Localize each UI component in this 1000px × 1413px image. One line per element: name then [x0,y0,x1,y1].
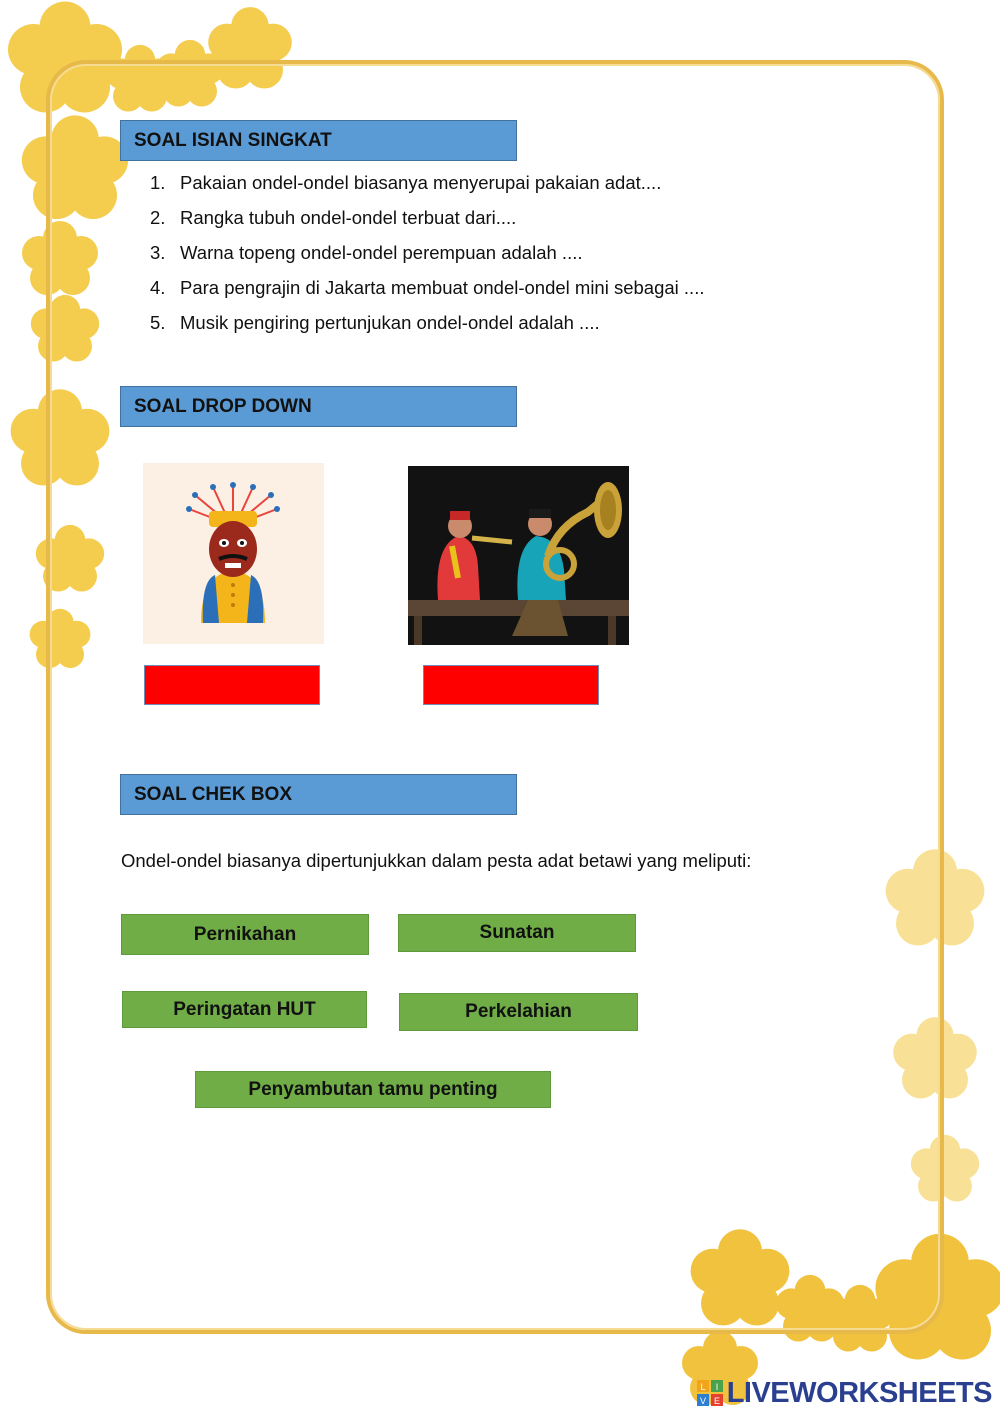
list-item: 2. Rangka tubuh ondel-ondel terbuat dari.... [150,207,517,228]
svg-text:L: L [700,1382,706,1392]
section-title: SOAL ISIAN SINGKAT [134,129,332,151]
musicians-photo [408,466,629,645]
list-item: 3. Warna topeng ondel-ondel perempuan adalah .... [150,242,583,263]
liveworksheets-logo [697,1374,992,1412]
question-list [150,172,704,347]
section-title: SOAL DROP DOWN [134,395,312,417]
dropdown-answer-2[interactable] [423,665,599,705]
svg-text:E: E [713,1396,720,1406]
dropdown-answer-1[interactable] [144,665,320,705]
ondel-ondel-image [143,463,324,644]
section-header-drop-down [120,386,517,427]
section-header-check-box [120,774,517,815]
section-title: SOAL CHEK BOX [134,783,293,805]
list-item: 4. Para pengrajin di Jakarta membuat ondel-ondel mini sebagai .... [150,277,705,298]
svg-text:I: I [715,1382,718,1392]
checkbox-prompt: Ondel-ondel biasanya dipertunjukkan dalam pesta adat betawi yang meliputi: [121,850,752,871]
option-perkelahian[interactable]: Perkelahian [399,993,638,1031]
option-pernikahan[interactable]: Pernikahan [121,914,369,955]
option-penyambutan-tamu-penting[interactable]: Penyambutan tamu penting [195,1071,551,1108]
option-sunatan[interactable]: Sunatan [398,914,636,952]
svg-text:V: V [699,1396,706,1406]
list-item: 5. Musik pengiring pertunjukan ondel-ondel adalah .... [150,312,600,333]
logo-grid-icon [697,1380,723,1406]
brand-name: LIVEWORKSHEETS [726,1376,992,1409]
section-header-short-answer [120,120,517,161]
option-peringatan-hut[interactable]: Peringatan HUT [122,991,367,1028]
list-item: 1. Pakaian ondel-ondel biasanya menyerupai pakaian adat.... [150,172,662,193]
